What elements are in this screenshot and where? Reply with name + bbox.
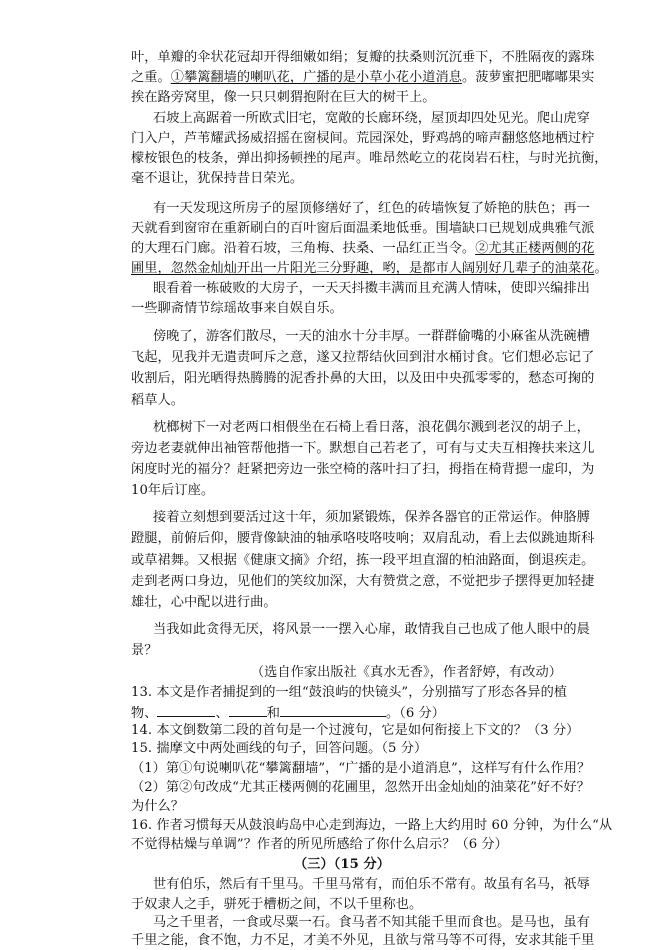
passage-line: 圃里，忽然金灿灿开出一片阳光三分野趣，哟，是都市人阔别好几辈子的油菜花。 xyxy=(131,261,608,276)
passage-line: 之重。①攀篱翻墙的喇叭花，广播的是小草小花小道消息。菠萝蜜把肥嘟嘟果实 xyxy=(131,70,595,85)
passage-line: 收割后，阳光晒得热腾腾的泥香扑鼻的大田，以及田中央孤零零的，愁态可掬的 xyxy=(131,371,595,386)
passage-line: 檬桉银色的枝条，弹出抑扬顿挫的尾声。唯昂然屹立的花岗岩石柱，与时光抗衡， xyxy=(131,151,608,166)
passage-line: 蹬腿，前俯后仰，腰背像缺油的轴承咯吱咯吱响；双肩乱动，看上去似跳迪斯科 xyxy=(131,531,595,546)
question-13-blanks: 物、 、 和 。（6 分） xyxy=(131,703,553,721)
passage-line: 有一天发现这所房子的屋顶修缮好了，红色的砖墙恢复了娇艳的肤色；再一 xyxy=(153,201,590,216)
answer-blank-3[interactable] xyxy=(280,703,386,717)
passage-line: 旁边老妻就伸出袖管帮他揩一下。默想自己若老了，可有与丈夫互相搀扶来这儿 xyxy=(131,441,595,456)
classical-text-line: 世有伯乐，然后有千里马。千里马常有，而伯乐不常有。故虽有名马，祇辱 xyxy=(153,877,590,892)
question-16-cont: 不觉得枯燥与单调”？作者的所见所感给了你什么启示？（6 分） xyxy=(131,837,508,852)
underlined-sentence-1: ①攀篱翻墙的喇叭花，广播的是小草小花小道消息 xyxy=(170,70,462,85)
passage-line: 走到老两口身边，见他们的笑纹加深，大有赞赏之意，不觉把步子摆得更加轻捷 xyxy=(131,574,595,589)
classical-text-line: 于奴隶人之手，骈死于槽枥之间，不以千里称也。 xyxy=(131,897,423,912)
answer-blank-1[interactable] xyxy=(157,703,215,717)
passage-line: 飞起，见我并无遣责呵斥之意，遂又拉帮结伙回到泔水桶讨食。它们想必忘记了 xyxy=(131,350,595,365)
passage-line: 傍晚了，游客们散尽，一天的油水十分丰厚。一群群偷嘴的小麻雀从洗碗槽 xyxy=(153,329,590,344)
question-15-2-cont: 为什么？ xyxy=(131,799,184,814)
answer-blank-2[interactable] xyxy=(229,703,267,717)
passage-line: 挨在路旁窝里，像一只只刺猬抱附在巨大的树干上。 xyxy=(131,90,436,105)
section-heading: （三）（15 分） xyxy=(294,857,390,872)
question-16: 16. 作者习惯每天从鼓浪屿岛中心走到海边，一路上大约用时 60 分钟，为什么“从 xyxy=(131,818,613,833)
question-14: 14. 本文倒数第二段的首句是一个过渡句，它是如何衔接上下文的？（3 分） xyxy=(131,723,580,738)
passage-line: 接着立刻想到要活过这十年，须加紧锻炼，保养各器官的正常运作。伸胳膊 xyxy=(153,510,590,525)
classical-text-line: 千里之能，食不饱，力不足，才美不外见，且欲与常马等不可得，安求其能千里 xyxy=(131,933,595,948)
passage-line: 门入户，芦苇耀武扬威招摇在窗棂间。荒园深处，野鸡鸪的啼声翻悠悠地栖过柠 xyxy=(131,131,595,146)
passage-line: 枕榔树下一对老两口相偎坐在石椅上看日落，浪花偶尔溅到老汉的胡子上， xyxy=(153,420,590,435)
passage-line: 石坡上高踞着一所欧式旧宅，宽敞的长廊环绕，屋顶却四处见光。爬山虎穿 xyxy=(153,111,590,126)
passage-line: 当我如此贪得无厌，将风景一一摆入心扉，敢情我自己也成了他人眼中的晨 xyxy=(153,622,590,637)
passage-line: 毫不退让，犹保持昔日荣光。 xyxy=(131,171,304,186)
passage-line: 闲度时光的福分？赶紧把旁边一张空椅的落叶扫了扫，拇指在椅背摁一虚印，为 xyxy=(131,462,595,477)
question-15-2: （2）第②句改成“尤其正楼两侧的花圃里，忽然开出金灿灿的油菜花”好不好？ xyxy=(131,780,590,795)
question-15-1: （1）第①句说喇叭花“攀篱翻墙”，“广播的是小道消息”，这样写有什么作用？ xyxy=(131,761,591,776)
passage-line: 的大理石门廊。沿着石坡，三角梅、扶桑、一品红正当令。②尤其正楼两侧的花 xyxy=(131,241,595,256)
passage-line: 稻草人。 xyxy=(131,393,184,408)
passage-line: 雄壮，心中配以进行曲。 xyxy=(131,595,277,610)
passage-line: 或草裙舞。又根据《健康文摘》介绍，拣一段平坦直溜的柏油路面，倒退疾走。 xyxy=(131,553,595,568)
passage-line: 眼看着一栋破败的大房子，一天天抖擞丰满而且充满人情味，使即兴编排出 xyxy=(153,281,590,296)
passage-line: 10年后订座。 xyxy=(131,483,215,498)
passage-line: 叶，单瓣的伞状花冠却开得细嫩如绢；复瓣的扶桑则沉沉垂下，不胜隔夜的露珠 xyxy=(131,50,595,65)
source-citation: （选自作家出版社《真水无香》，作者舒婷，有改动） xyxy=(250,665,562,680)
passage-line: 天就看到窗帘在重新刷白的百叶窗后面温柔地低垂。围墙缺口已规划成典雅气派 xyxy=(131,221,595,236)
underlined-sentence-2-cont: 圃里，忽然金灿灿开出一片阳光三分野趣，哟，是都市人阔别好几辈子的油菜花 xyxy=(131,261,595,276)
question-13: 13. 本文是作者捕捉到的一组“鼓浪屿的快镜头”，分别描写了形态各异的植 xyxy=(131,685,568,700)
passage-line: 一些聊斋情节综瑶故事来自娱自乐。 xyxy=(131,301,343,316)
underlined-sentence-2: ②尤其正楼两侧的花 xyxy=(475,241,595,256)
question-15: 15. 揣摩文中两处画线的句子，回答问题。（5 分） xyxy=(131,741,428,756)
classical-text-line: 马之千里者，一食或尽粟一石。食马者不知其能千里而食也。是马也，虽有 xyxy=(153,915,590,930)
passage-line: 景？ xyxy=(131,643,158,658)
